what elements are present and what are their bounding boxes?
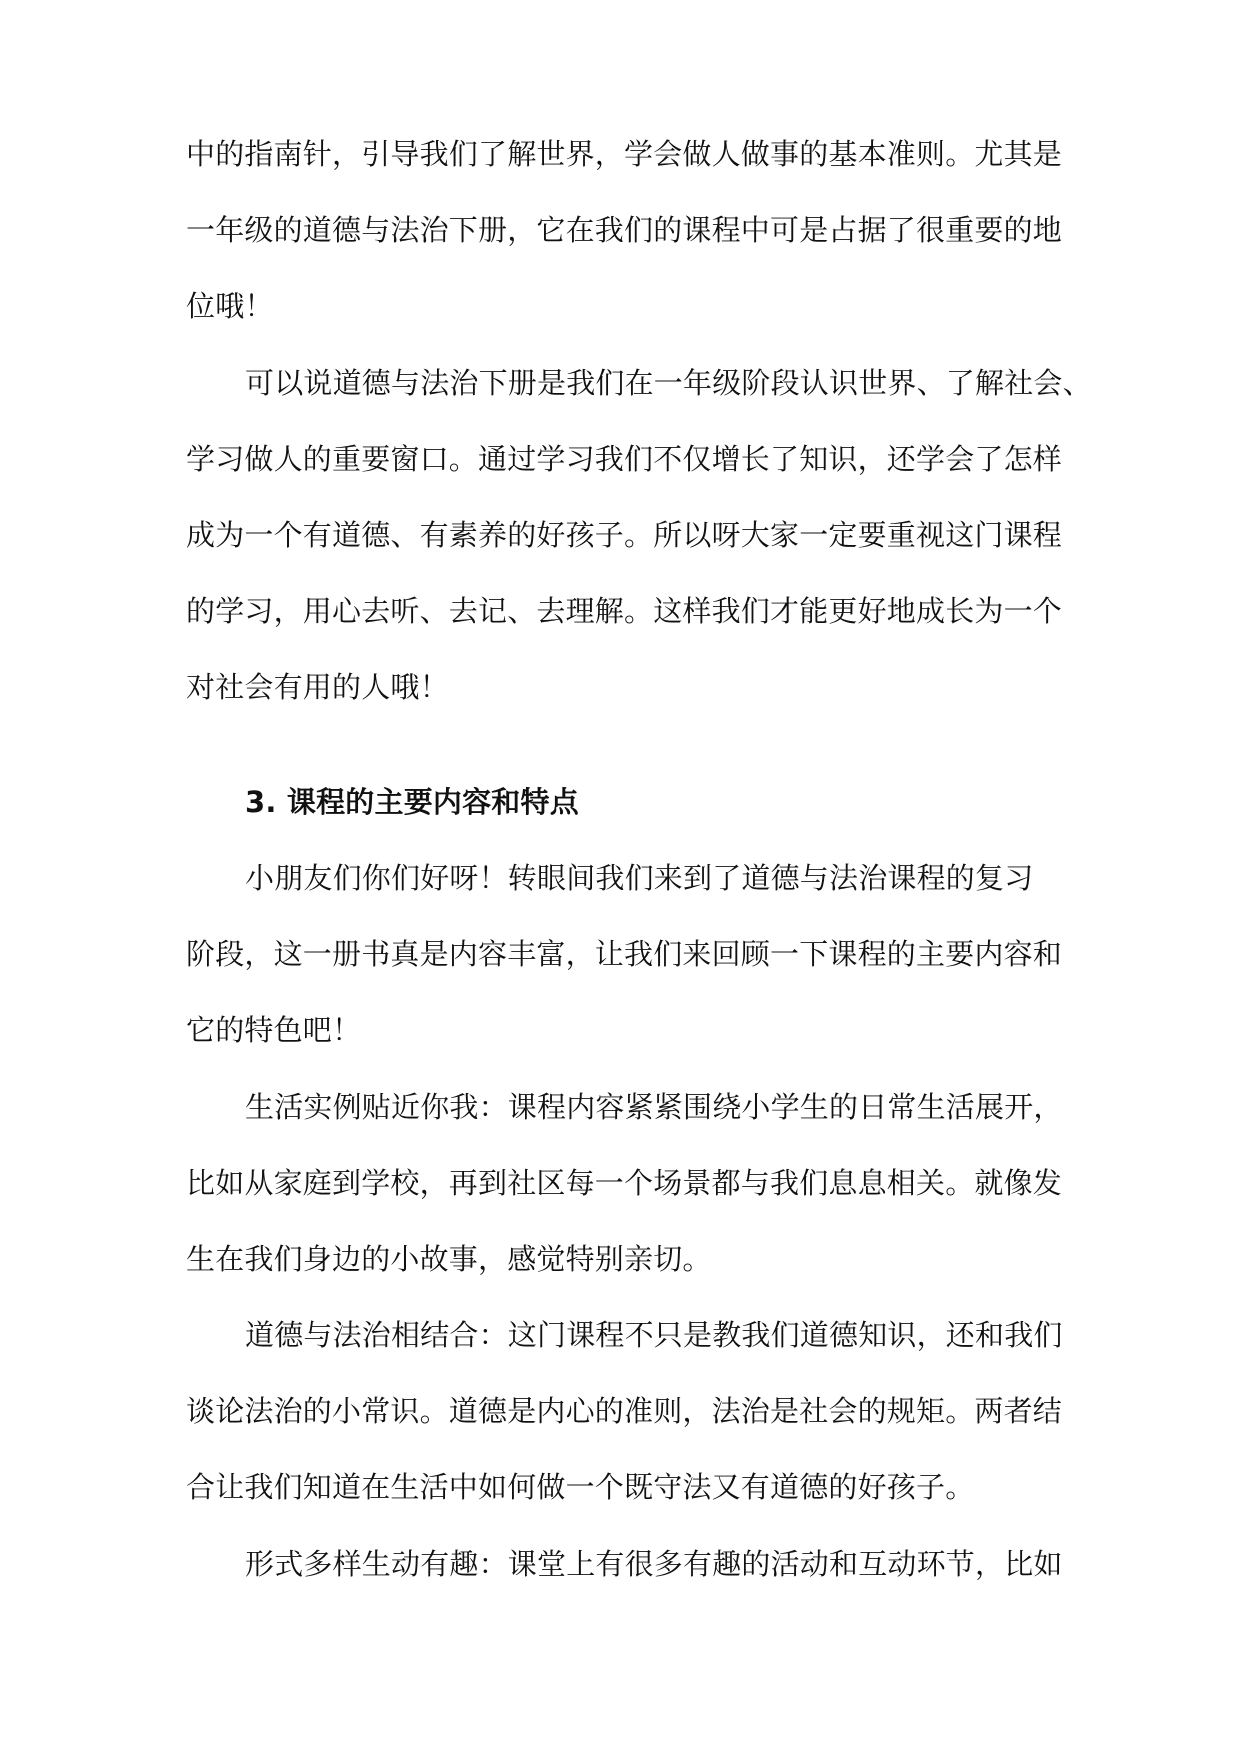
text-line: 它的特色吧！ <box>186 1013 362 1047</box>
text-line: 阶段，这一册书真是内容丰富，让我们来回顾一下课程的主要内容和 <box>186 937 1063 971</box>
text-line: 学习做人的重要窗口。通过学习我们不仅增长了知识，还学会了怎样 <box>186 442 1063 476</box>
text-line: 比如从家庭到学校，再到社区每一个场景都与我们息息相关。就像发 <box>186 1166 1063 1200</box>
paragraph-first-line: 可以说道德与法治下册是我们在一年级阶段认识世界、了解社会、 <box>245 366 1092 400</box>
text-line: 生在我们身边的小故事，感觉特别亲切。 <box>186 1242 712 1276</box>
paragraph-first-line: 形式多样生动有趣：课堂上有很多有趣的活动和互动环节，比如 <box>245 1547 1063 1581</box>
text-line: 合让我们知道在生活中如何做一个既守法又有道德的好孩子。 <box>186 1470 975 1504</box>
text-line: 一年级的道德与法治下册，它在我们的课程中可是占据了很重要的地 <box>186 213 1063 247</box>
text-line: 中的指南针，引导我们了解世界，学会做人做事的基本准则。尤其是 <box>186 137 1063 171</box>
text-line: 对社会有用的人哦！ <box>186 670 449 704</box>
text-line: 的学习，用心去听、去记、去理解。这样我们才能更好地成长为一个 <box>186 594 1063 628</box>
paragraph-first-line: 道德与法治相结合：这门课程不只是教我们道德知识，还和我们 <box>245 1318 1063 1352</box>
paragraph-first-line: 生活实例贴近你我：课程内容紧紧围绕小学生的日常生活展开， <box>245 1090 1063 1124</box>
text-line: 成为一个有道德、有素养的好孩子。所以呀大家一定要重视这门课程 <box>186 518 1063 552</box>
paragraph-first-line: 小朋友们你们好呀！转眼间我们来到了道德与法治课程的复习 <box>245 861 1034 895</box>
text-line: 位哦！ <box>186 289 274 323</box>
section-heading: 3. 课程的主要内容和特点 <box>245 785 579 819</box>
text-line: 谈论法治的小常识。道德是内心的准则，法治是社会的规矩。两者结 <box>186 1394 1063 1428</box>
